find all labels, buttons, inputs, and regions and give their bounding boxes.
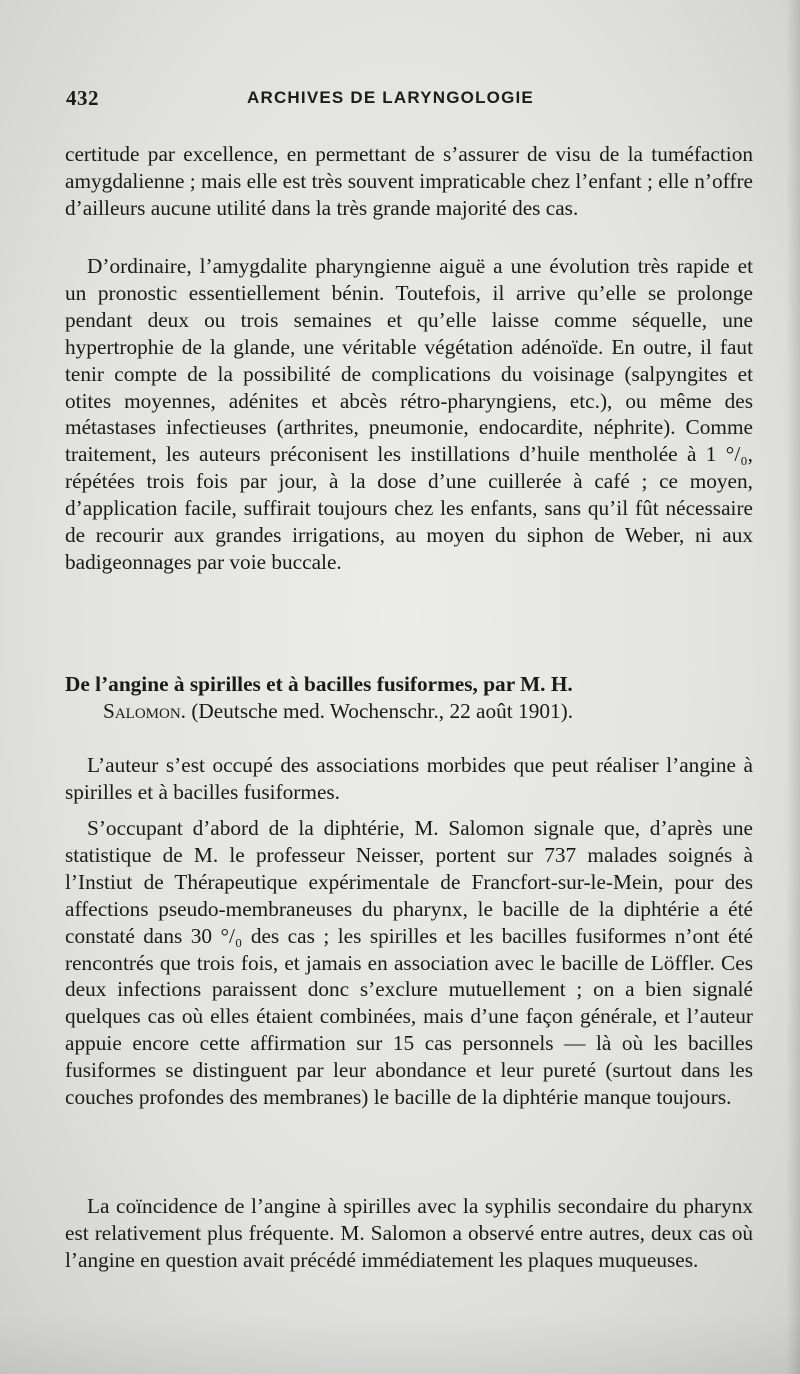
paragraph-text: D’ordinaire, l’amygdalite pharyngienne aiguë a une évolution très rapide et un pronostic essentiellement bénin. Toutefois, il arrive qu’elle se prolonge pendant deux ou trois semaines et qu’elle laisse comme séquelle, une hypertrophie de la glande, une véritable végétation adénoïde. En outre, il faut tenir compte de la possibilité de complications du voisinage (salpyngites et otites moyennes, adénites et abcès rétro-pharyngiens, etc.), ou même des métastases infectieuses (arthrites, pneumonie, endocardite, néphrite). Comme traitement, les auteurs préconisent les instillations d’huile mentholée à 1 °/₀, répétées trois fois par jour, à la dose d’une cuillerée à café ; ce moyen, d’application facile, suffirait toujours chez les enfants, sans qu’il fût nécessaire de recourir aux grandes irrigations, au moyen du siphon de Weber, ni aux badigeonnages par voie buccale.	[65, 254, 753, 574]
paragraph-diphtheria	[65, 815, 753, 1111]
running-header	[66, 86, 756, 116]
page-bottom-shade	[0, 1314, 800, 1374]
paragraph-intro	[65, 752, 753, 806]
paragraph-syphilis	[65, 1193, 753, 1274]
article-byline	[65, 698, 753, 725]
paragraph-text: certitude par excellence, en permettant de s’assurer de visu de la tuméfaction amygdalienne ; mais elle est très souvent impraticable chez l’enfant ; elle n’offre d’ailleurs aucune utilité dans la très grande majorité des cas.	[65, 142, 753, 220]
paragraph-treatment	[65, 253, 753, 576]
paragraph-text: S’occupant d’abord de la diphtérie, M. Salomon signale que, d’après une statistique de M. le professeur Neisser, portent sur 737 malades soignés à l’Instiut de Thérapeutique expérimentale de Francfort-sur-le-Mein, pour des affections pseudo-membraneuses du pharynx, le bacille de la diphtérie a été constaté dans 30 °/₀ des cas ; les spirilles et les bacilles fusiformes n’ont été rencontrés que trois fois, et jamais en association avec le bacille de Löffler. Ces deux infections paraissent donc s’exclure mutuellement ; on a bien signalé quelques cas où elles étaient combinées, mais d’une façon générale, et l’auteur appuie encore cette affirmation sur 15 cas personnels — là où les bacilles fusiformes se distinguent par leur abondance et leur pureté (surtout dans les couches profondes des membranes) le bacille de la diphtérie manque toujours.	[65, 816, 753, 1110]
paragraph-text: La coïncidence de l’angine à spirilles avec la syphilis secondaire du pharynx est relativement plus fréquente. M. Salomon a observé entre autres, deux cas où l’angine en question avait précédé immédiatement les plaques muqueuses.	[65, 1194, 753, 1272]
page-edge-shadow	[786, 0, 800, 1374]
article-title: De l’angine à spirilles et à bacilles fusiformes, par M. H.	[65, 672, 573, 696]
paragraph-text: L’auteur s’est occupé des associations morbides que peut réaliser l’angine à spirilles et à bacilles fusiformes.	[65, 753, 753, 804]
page-number: 432	[66, 86, 99, 110]
journal-title: ARCHIVES DE LARYNGOLOGIE	[247, 88, 534, 107]
paragraph-continuation	[65, 141, 753, 222]
article-author: Salomon.	[103, 698, 186, 723]
article-citation: (Deutsche med. Wochenschr., 22 août 1901).	[191, 698, 574, 723]
article-heading	[65, 671, 753, 725]
